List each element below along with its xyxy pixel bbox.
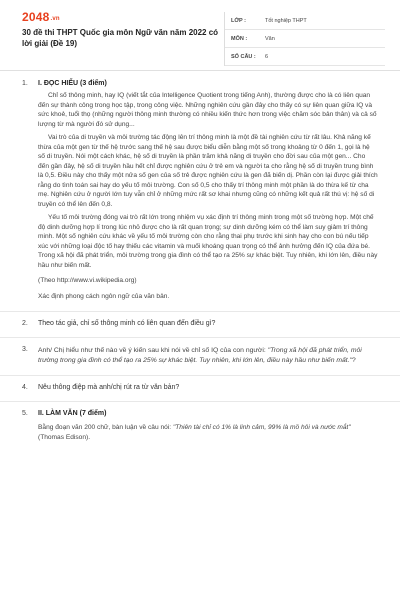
section-heading: II. LÀM VĂN (7 điểm) [38, 410, 107, 417]
question-text-lead: Anh/ Chị hiểu như thế nào về ý kiến sau khi nói về chỉ số IQ của con người: [38, 347, 268, 354]
question-divider [0, 337, 400, 338]
passage-source: (Theo http://www.vi.wikipedia.org) [38, 277, 137, 284]
question-text: Theo tác giả, chỉ số thông minh có liên quan đến điều gì? [38, 320, 216, 327]
meta-value: 6 [265, 53, 269, 60]
meta-value: Tốt nghiệp THPT [265, 17, 307, 24]
question-task: Xác định phong cách ngôn ngữ của văn bản. [38, 292, 170, 300]
meta-key: LỚP : [231, 17, 246, 24]
meta-key: SỐ CÂU : [231, 53, 256, 60]
question-3 [0, 346, 400, 365]
meta-row-question-count [225, 48, 385, 66]
question-text-lead: Bằng đoạn văn 200 chữ, bàn luận về câu nói: [38, 424, 173, 431]
section-heading: I. ĐỌC HIỂU (3 điểm) [38, 80, 107, 87]
passage-paragraph-3: Yếu tố môi trường đóng vai trò rất lớn trong nhiệm vụ xác định trí thông minh trong một số trường hợp. Một chế độ dinh dưỡng hợp lí trong lúc nhỏ được cho là rất quan trọng; sự dinh dưỡng kém có thể làm suy giảm trí thông minh. Một số nghiên cứu khác về yếu tố môi trường còn cho rằng thai phụ trước khi sinh hay cho con bú nếu tiếp xúc với những loại độc tố hay thiếu các vitamin và muối khoáng quan trọng có thể ảnh hưởng đến IQ của đứa bé. Trong xã hội đã phát triển, môi trường trong gia đình có thể tạo ra 25% sự khác biệt. Tuy nhiên, khi lớn lên, điều này hầu như biến mất. [38, 214, 378, 269]
meta-table [224, 12, 385, 66]
passage-paragraph-2: Vai trò của di truyền và môi trường tác động lên trí thông minh là một đề tài nghiên cứu từ rất lâu. Khả năng kế thừa của một gen từ thế hệ trước sang thế hệ sau được biểu diễn bằng một số trong khoảng từ 0 đến 1, gọi là hệ số di truyền. Nói một cách khác, hệ số di truyền là phần trăm khả năng di truyền cho đời sau của một gen... Cho đến gần đây, hệ số di truyền hầu hết chỉ được nghiên cứu ở trẻ em và người ta cho rằng hệ số di truyền trung bình là 0,5. Điều này cho thấy một nửa số gen của số trẻ được nghiên cứu là gen đã biến dị. Phần còn lại được giải thích rằng do tình toán sai hay do yếu tố môi trường. Con số 0,5 cho thấy trí thông minh một phần là do thừa kế từ cha mẹ. Nghiên cứu ở người lớn tuy vẫn chỉ ở những mức rất sơ khai nhưng cũng có những kết quả rất thú vị: hệ số di truyền có thể lên đến 0,8. [38, 134, 378, 208]
question-5 [0, 410, 400, 442]
brand-name: 2048 [22, 10, 50, 24]
meta-row-class [225, 12, 385, 30]
header [0, 0, 400, 68]
question-text-tail: (Thomas Edison). [38, 433, 91, 441]
document-title: 30 đề thi THPT Quốc gia môn Ngữ văn năm 2022 có lời giải (Đề 19) [22, 28, 219, 48]
question-quote: "Trong xã hội đã phát triển, môi trường trong gia đình có thể tạo ra 25% sự khác biệt. Tuy nhiên, khi lớn lên, điều này hầu như biến mất." [38, 347, 362, 364]
question-number: 1. [22, 80, 28, 87]
header-divider [0, 70, 400, 71]
question-divider [0, 311, 400, 312]
question-4 [0, 384, 400, 391]
meta-key: MÔN : [231, 35, 248, 42]
question-1 [0, 80, 400, 301]
brand-logo[interactable] [22, 10, 60, 24]
meta-value: Văn [265, 35, 275, 42]
question-text-tail: ? [352, 356, 356, 364]
question-divider [0, 375, 400, 376]
question-divider [0, 401, 400, 402]
brand-suffix: .vn [50, 16, 60, 22]
question-number: 5. [22, 410, 28, 417]
question-number: 4. [22, 384, 28, 391]
passage-paragraph-1: Chỉ số thông minh, hay IQ (viết tắt của Intelligence Quotient trong tiếng Anh), thường được cho là có liên quan đến sự thành công trong học tập, trong công việc. Những nghiên cứu gần đây cho thấy có sự liên quan giữa IQ và sức khoẻ, tuổi thọ (những người thông minh thường có nhiều kiến thức hơn trong việc chăm sóc bản thân) và cả số lượng từ mà người đó sử dụng... [38, 92, 377, 128]
question-list [0, 80, 400, 448]
question-text [38, 346, 378, 365]
meta-row-subject [225, 30, 385, 48]
question-text [38, 423, 378, 442]
question-text: Nêu thông điệp mà anh/chị rút ra từ văn bản? [38, 384, 180, 391]
question-2 [0, 320, 400, 327]
question-number: 3. [22, 346, 28, 353]
question-number: 2. [22, 320, 28, 327]
question-quote: "Thiên tài chỉ có 1% là linh cảm, 99% là mồ hôi và nước mắt" [172, 424, 351, 431]
